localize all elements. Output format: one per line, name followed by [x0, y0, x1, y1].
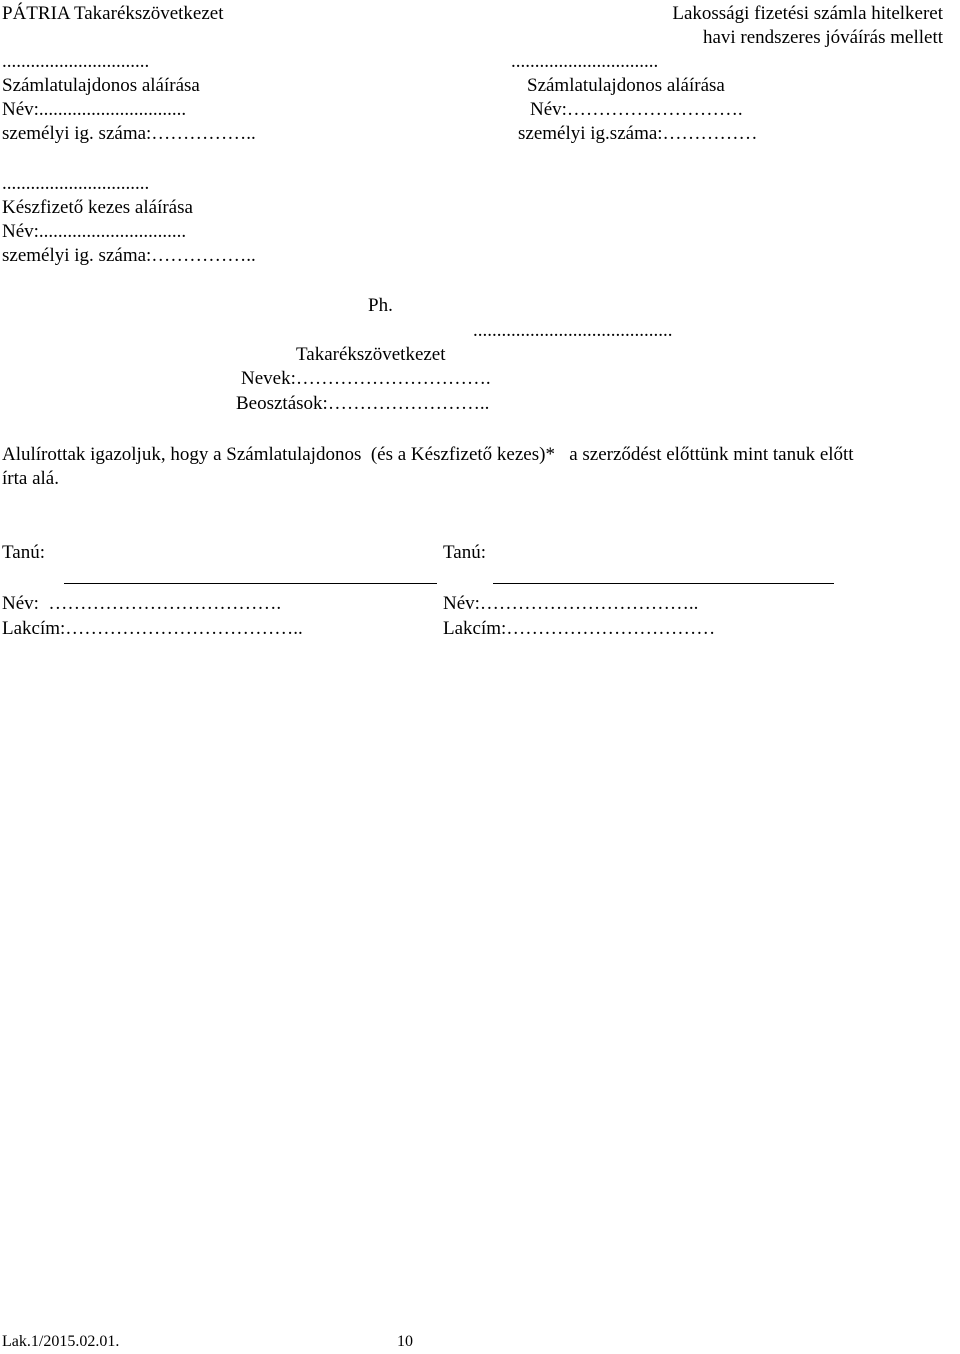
footer-doc-code: Lak.1/2015.02.01. [2, 1333, 120, 1350]
owner-right-id: személyi ig.száma:…………… [518, 123, 758, 144]
org-name: PÁTRIA Takarékszövetkezet [2, 3, 224, 24]
witness-right-address: Lakcím:…………………………… [443, 618, 716, 639]
statement-line2: írta alá. [2, 468, 59, 489]
doc-title-line2: havi rendszeres jóváírás mellett [702, 27, 943, 48]
bank-signature-line: .......................................... [473, 320, 673, 341]
bank-name: Takarékszövetkezet [296, 344, 446, 365]
guarantor-signature-line: ............................... [2, 173, 150, 194]
footer-page-number: 10 [397, 1333, 413, 1350]
guarantor-signature-label: Készfizető kezes aláírása [2, 197, 193, 218]
witness-left-title: Tanú: [2, 542, 45, 563]
witness-left-address: Lakcím:……………………………….. [2, 618, 303, 639]
stamp-label: Ph. [368, 295, 393, 316]
owner-left-signature-line: ............................... [2, 51, 150, 72]
owner-right-name: Név:………………………. [530, 99, 743, 120]
owner-right-signature-label: Számlatulajdonos aláírása [527, 75, 725, 96]
bank-positions-field: Beosztások:…………………….. [236, 393, 490, 414]
witness-right-name: Név:…………………………….. [443, 593, 699, 614]
guarantor-name: Név:............................... [2, 221, 187, 242]
owner-left-signature-label: Számlatulajdonos aláírása [2, 75, 200, 96]
statement-line1: Alulírottak igazoljuk, hogy a Számlatulajdonos (és a Készfizető kezes)* a szerződést előttünk mint tanuk előtt [2, 444, 854, 465]
witness-right-signature-line [493, 583, 834, 584]
owner-left-id: személyi ig. száma:…………….. [2, 123, 256, 144]
bank-names-field: Nevek:…………………………. [241, 368, 491, 389]
owner-left-name: Név:............................... [2, 99, 187, 120]
witness-left-name: Név: ………………………………. [2, 593, 282, 614]
owner-right-signature-line: ............................... [511, 51, 659, 72]
guarantor-id: személyi ig. száma:…………….. [2, 245, 256, 266]
doc-title-line1: Lakossági fizetési számla hitelkeret [672, 3, 943, 24]
witness-right-title: Tanú: [443, 542, 486, 563]
witness-left-signature-line [64, 583, 437, 584]
